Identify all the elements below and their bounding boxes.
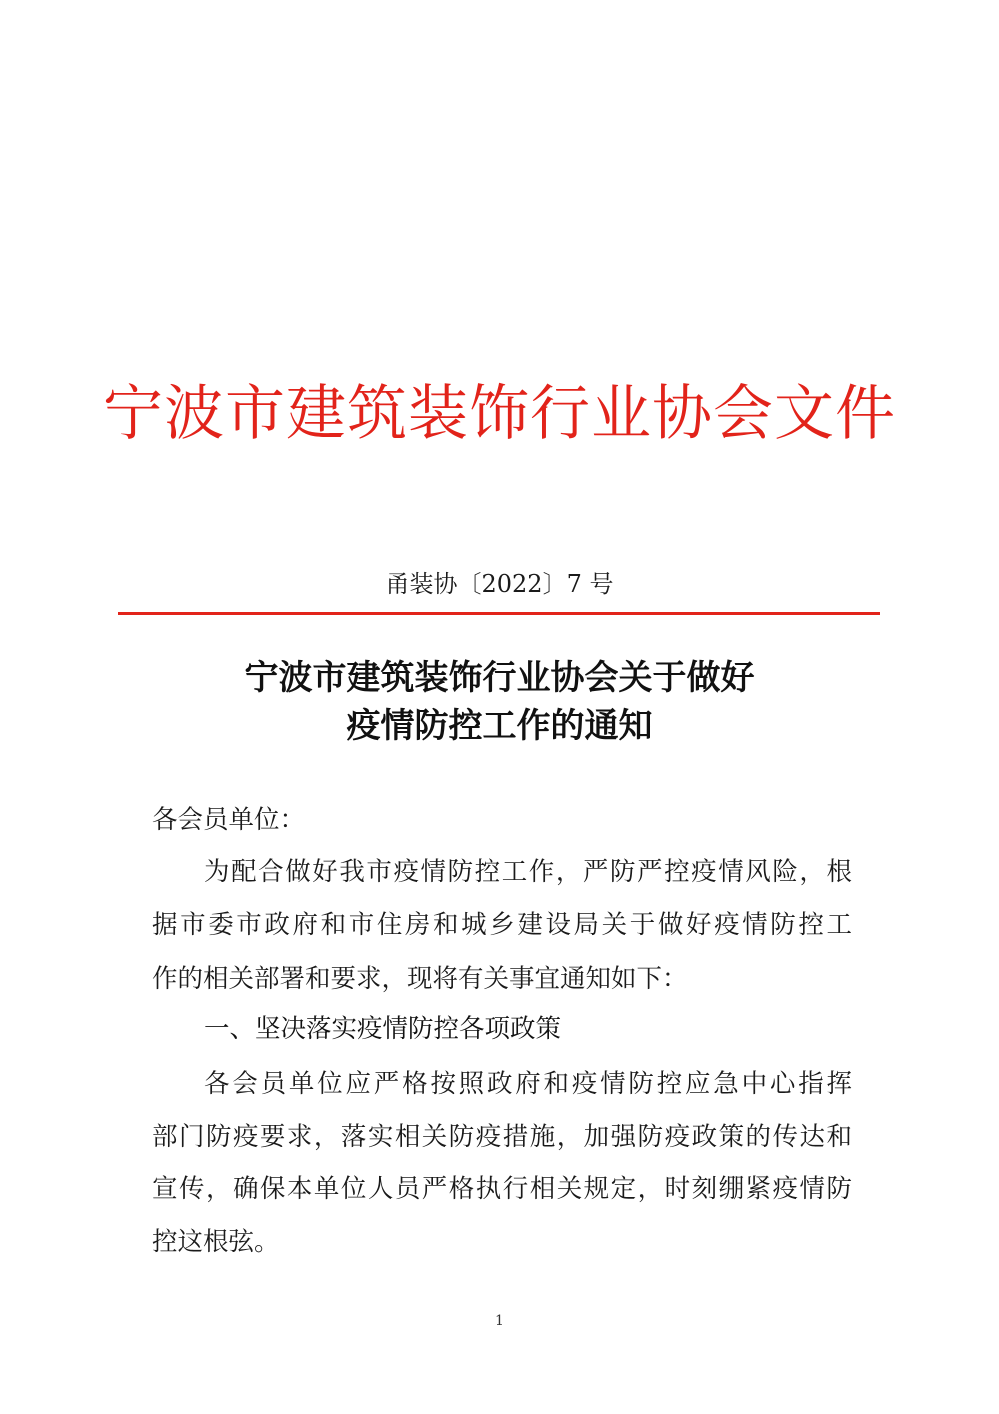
issuer-header: 宁波市建筑装饰行业协会文件 [103, 379, 896, 449]
intro-line-1: 为配合做好我市疫情防控工作，严防严控疫情风险，根 [204, 857, 852, 887]
document-title-line-2: 疫情防控工作的通知 [346, 706, 653, 746]
intro-line-2: 据市委市政府和市住房和城乡建设局关于做好疫情防控工 [152, 910, 852, 940]
section-1-line-2: 部门防疫要求，落实相关防疫措施，加强防疫政策的传达和 [152, 1122, 852, 1152]
section-1-line-4: 控这根弦。 [152, 1227, 280, 1257]
salutation: 各会员单位： [152, 805, 306, 835]
page-number: 1 [495, 1313, 504, 1329]
section-1-line-3: 宣传，确保本单位人员严格执行相关规定，时刻绷紧疫情防 [152, 1174, 852, 1204]
red-divider-line [118, 612, 880, 615]
document-title-line-1: 宁波市建筑装饰行业协会关于做好 [244, 658, 755, 698]
section-1-line-1: 各会员单位应严格按照政府和疫情防控应急中心指挥 [204, 1069, 852, 1099]
section-1-heading: 一、坚决落实疫情防控各项政策 [204, 1014, 562, 1044]
document-number: 甬装协〔2022〕7 号 [385, 570, 614, 598]
intro-line-3: 作的相关部署和要求，现将有关事宜通知如下： [152, 964, 688, 994]
